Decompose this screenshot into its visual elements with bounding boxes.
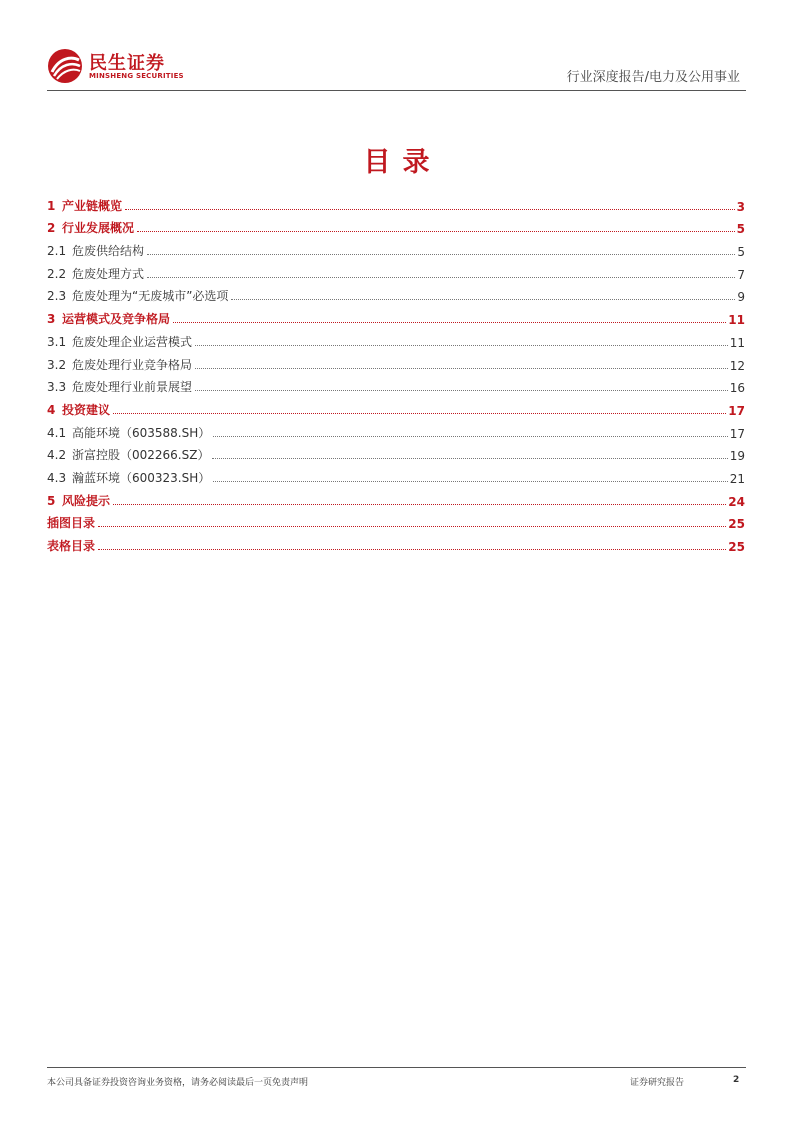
toc-leader-dots	[195, 345, 728, 346]
toc-entry[interactable]	[47, 350, 745, 373]
toc-entry-number: 3.3	[47, 380, 67, 395]
toc-entry-title	[47, 265, 145, 282]
toc-entry-title	[47, 424, 211, 441]
disclaimer-text: 本公司具备证券投资咨询业务资格，请务必阅读最后一页免责声明	[47, 1078, 309, 1088]
toc-entry-label: 危废处理为“无废城市”必选项	[72, 289, 229, 304]
page-header	[47, 42, 746, 92]
toc-entry-label: 风险提示	[62, 493, 111, 508]
toc-entry-number: 2.3	[47, 289, 67, 304]
toc-entry-label: 插图目录	[47, 516, 96, 531]
toc-entry-title	[47, 333, 193, 350]
toc-entry-number: 4.2	[47, 448, 67, 463]
toc-page-number: 24	[728, 494, 745, 509]
toc-entry-number: 2.2	[47, 266, 67, 281]
toc-entry-number: 3.1	[47, 334, 67, 349]
toc-entry-label: 危废处理行业前景展望	[72, 380, 193, 395]
toc-page-number: 11	[728, 313, 745, 328]
toc-entry[interactable]	[47, 486, 745, 509]
toc-entry-number: 4.3	[47, 470, 67, 485]
toc-entry-title	[47, 378, 193, 395]
toc-leader-dots	[147, 254, 735, 255]
toc-entry-number: 1	[47, 198, 56, 213]
footer-divider	[47, 1067, 746, 1068]
toc-entry-number: 2	[47, 221, 56, 236]
toc-page-number: 25	[728, 517, 745, 532]
toc-entry-title	[47, 219, 135, 236]
toc-entry-number: 5	[47, 493, 56, 508]
toc-page-number: 5	[736, 222, 745, 237]
report-type: 行业深度报告/电力及公用事业	[566, 70, 740, 85]
toc-entry-label: 危废处理行业竞争格局	[72, 357, 193, 372]
toc-entry-label: 浙富控股（002266.SZ）	[72, 448, 210, 463]
toc-page-number: 9	[737, 290, 745, 305]
toc-entry-label: 危废供给结构	[72, 244, 145, 259]
toc-page-number: 7	[737, 267, 745, 282]
toc-leader-dots	[173, 322, 726, 323]
toc-leader-dots	[195, 368, 728, 369]
toc-leader-dots	[195, 390, 728, 391]
toc-entry-number: 4.1	[47, 425, 67, 440]
toc-page-number: 5	[737, 245, 745, 260]
toc-leader-dots	[137, 231, 735, 232]
toc-leader-dots	[213, 481, 727, 482]
toc-leader-dots	[113, 504, 726, 505]
toc-page-number: 17	[729, 426, 745, 441]
toc-entry-label: 投资建议	[62, 402, 111, 417]
toc-leader-dots	[147, 277, 735, 278]
toc-leader-dots	[98, 526, 726, 527]
header-divider	[47, 90, 746, 91]
toc-entry-title	[47, 287, 229, 304]
toc-entry-title	[47, 537, 96, 554]
toc-page-number: 17	[728, 403, 745, 418]
toc-entry-number: 4	[47, 402, 56, 417]
toc-entry-title	[47, 401, 111, 418]
toc-entry-label: 危废处理企业运营模式	[72, 334, 193, 349]
toc-entry-title	[47, 356, 193, 373]
toc-entry-title	[47, 469, 211, 486]
toc-leader-dots	[213, 436, 727, 437]
toc-page-number: 16	[729, 381, 745, 396]
toc-entry-number: 3.2	[47, 357, 67, 372]
minsheng-logo-icon	[47, 48, 83, 84]
toc-entry[interactable]	[47, 441, 745, 464]
toc-entry[interactable]	[47, 304, 745, 327]
toc-entry-number: 2.1	[47, 244, 67, 259]
page-number: 2	[733, 1075, 740, 1085]
report-category: 证券研究报告	[630, 1078, 685, 1088]
toc-leader-dots	[231, 299, 735, 300]
toc-entry-label: 行业发展概况	[62, 221, 135, 236]
toc-entry-label: 瀚蓝环境（600323.SH）	[72, 470, 211, 485]
toc-entry[interactable]	[47, 191, 745, 214]
toc-page-number: 25	[728, 540, 745, 554]
toc-leader-dots	[113, 413, 726, 414]
toc-page-number: 12	[729, 358, 745, 373]
logo-name-en: MINSHENG SECURITIES	[89, 72, 184, 80]
toc-entry[interactable]	[47, 236, 745, 259]
toc-entry[interactable]	[47, 509, 745, 532]
toc-entry-label: 危废处理方式	[72, 266, 145, 281]
toc-entry-title	[47, 514, 96, 531]
toc-entry[interactable]	[47, 395, 745, 418]
toc-entry-title	[47, 492, 111, 509]
toc-entry[interactable]	[47, 373, 745, 396]
table-of-contents	[47, 191, 745, 554]
toc-entry-title	[47, 446, 210, 463]
toc-entry-label: 高能环境（603588.SH）	[72, 425, 211, 440]
toc-page-number: 11	[729, 335, 745, 350]
toc-entry[interactable]	[47, 259, 745, 282]
toc-entry-title	[47, 242, 145, 259]
logo-name-cn: 民生证券	[89, 53, 165, 74]
toc-page-number: 19	[729, 449, 745, 464]
toc-entry[interactable]	[47, 214, 745, 237]
toc-entry[interactable]	[47, 418, 745, 441]
toc-entry-label: 表格目录	[47, 539, 96, 553]
toc-leader-dots	[212, 458, 727, 459]
toc-page-number: 21	[729, 471, 745, 486]
toc-entry[interactable]	[47, 531, 745, 554]
toc-entry[interactable]	[47, 282, 745, 305]
toc-leader-dots	[125, 209, 735, 210]
toc-entry-title	[47, 310, 171, 327]
toc-entry-number: 3	[47, 312, 56, 327]
toc-entry-title	[47, 197, 123, 214]
toc-entry-label: 产业链概览	[62, 198, 123, 213]
toc-entry[interactable]	[47, 463, 745, 486]
toc-entry[interactable]	[47, 327, 745, 350]
toc-entry-label: 运营模式及竞争格局	[62, 312, 171, 327]
toc-leader-dots	[98, 549, 726, 550]
company-logo	[47, 46, 247, 86]
toc-page-number: 3	[736, 199, 745, 214]
page-title: 目录	[363, 147, 442, 178]
